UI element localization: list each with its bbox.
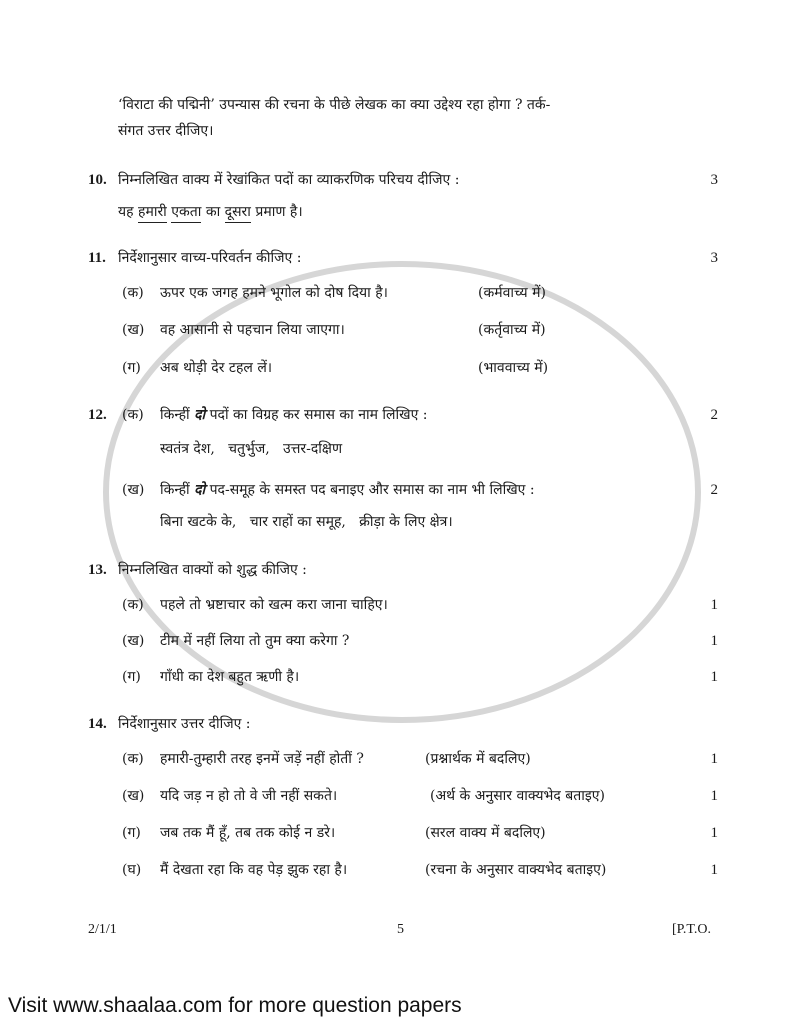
marks: 1 bbox=[710, 751, 718, 767]
sub-item bbox=[88, 321, 718, 339]
item-hint: (अर्थ के अनुसार वाक्यभेद बताइए) bbox=[430, 788, 605, 804]
item-label: (ग) bbox=[122, 825, 141, 841]
continuation-line-1: ‘विराटा की पद्मिनी’ उपन्यास की रचना के पीछे लेखक का क्या उद्देश्य रहा होगा ? तर्क- bbox=[118, 97, 551, 113]
marks: 2 bbox=[710, 482, 718, 498]
question-11 bbox=[88, 249, 718, 267]
item-label: (घ) bbox=[122, 862, 142, 878]
marks: 1 bbox=[710, 669, 718, 685]
sub-item bbox=[88, 861, 718, 879]
emphasis: दो bbox=[194, 407, 206, 423]
marks: 3 bbox=[710, 250, 718, 266]
sub-item bbox=[88, 359, 718, 377]
continuation-row bbox=[88, 96, 718, 114]
sub-item bbox=[88, 284, 718, 302]
item-label: (ख) bbox=[122, 482, 145, 498]
words-row bbox=[88, 513, 718, 531]
question-number: 11. bbox=[88, 250, 106, 266]
item-label: (क) bbox=[122, 597, 144, 613]
item-label: (ख) bbox=[122, 633, 145, 649]
question-text: निम्नलिखित वाक्य में रेखांकित पदों का व्याकरणिक परिचय दीजिए : bbox=[118, 172, 460, 188]
continuation-line-2: संगत उत्तर दीजिए। bbox=[118, 123, 214, 139]
emphasis: दो bbox=[194, 482, 206, 498]
question-12b bbox=[88, 481, 718, 499]
question-number: 10. bbox=[88, 172, 107, 188]
item-hint: (रचना के अनुसार वाक्यभेद बताइए) bbox=[425, 862, 607, 878]
item-hint: (कर्तृवाच्य में) bbox=[478, 322, 546, 338]
text: प्रमाण है। bbox=[250, 204, 303, 220]
item-words: स्वतंत्र देश, चतुर्भुज, उत्तर-दक्षिण bbox=[160, 441, 343, 457]
item-text: जब तक मैं हूँ, तब तक कोई न डरे। bbox=[160, 825, 336, 841]
sub-item bbox=[88, 668, 718, 686]
promo-banner: Visit www.shaalaa.com for more question papers bbox=[8, 994, 462, 1017]
sub-item bbox=[88, 632, 718, 650]
pto-label: [P.T.O. bbox=[672, 922, 712, 937]
item-text: वह आसानी से पहचान लिया जाएगा। bbox=[160, 322, 345, 338]
item-hint: (प्रश्नार्थक में बदलिए) bbox=[425, 751, 531, 767]
q10-sentence bbox=[88, 203, 718, 221]
sub-item bbox=[88, 824, 718, 842]
item-text bbox=[160, 406, 428, 424]
question-paper-body bbox=[88, 96, 718, 879]
words-row bbox=[88, 440, 718, 458]
underlined-word: दूसरा bbox=[225, 204, 251, 223]
item-text: टीम में नहीं लिया तो तुम क्या करेगा ? bbox=[160, 633, 350, 649]
item-hint: (कर्मवाच्य में) bbox=[478, 285, 546, 301]
question-10 bbox=[88, 171, 718, 189]
question-text: निम्नलिखित वाक्यों को शुद्ध कीजिए : bbox=[118, 562, 307, 578]
question-number: 12. bbox=[88, 407, 107, 423]
item-text: पहले तो भ्रष्टाचार को खत्म करा जाना चाहिए। bbox=[160, 597, 388, 613]
question-12a bbox=[88, 406, 718, 424]
item-text bbox=[160, 481, 535, 499]
item-hint: (भाववाच्य में) bbox=[478, 360, 549, 376]
continuation-row bbox=[88, 122, 718, 140]
text: पद-समूह के समस्त पद बनाइए और समास का नाम भी लिखिए : bbox=[205, 482, 535, 498]
question-13 bbox=[88, 561, 718, 579]
page-number: 5 bbox=[397, 922, 404, 937]
item-text: ऊपर एक जगह हमने भूगोल को दोष दिया है। bbox=[160, 285, 388, 301]
paper-code: 2/1/1 bbox=[88, 922, 117, 937]
text: यह bbox=[118, 204, 139, 220]
marks: 1 bbox=[710, 825, 718, 841]
item-text: अब थोड़ी देर टहल लें। bbox=[160, 360, 273, 376]
underlined-word: एकता bbox=[171, 204, 201, 223]
question-text: निर्देशानुसार वाच्य-परिवर्तन कीजिए : bbox=[118, 250, 302, 266]
marks: 1 bbox=[710, 862, 718, 878]
text: पदों का विग्रह कर समास का नाम लिखिए : bbox=[205, 407, 428, 423]
question-number: 14. bbox=[88, 716, 107, 732]
question-number: 13. bbox=[88, 562, 107, 578]
sub-item bbox=[88, 750, 718, 768]
item-label: (क) bbox=[122, 407, 144, 423]
text: का bbox=[201, 204, 225, 220]
item-hint: (सरल वाक्य में बदलिए) bbox=[425, 825, 546, 841]
item-label: (ख) bbox=[122, 788, 145, 804]
marks: 1 bbox=[710, 633, 718, 649]
item-label: (ख) bbox=[122, 322, 145, 338]
sub-item bbox=[88, 596, 718, 614]
item-words: बिना खटके के, चार राहों का समूह, क्रीड़ा के लिए क्षेत्र। bbox=[160, 514, 453, 530]
sub-item bbox=[88, 787, 718, 805]
text: किन्हीं bbox=[160, 482, 195, 498]
item-text: गाँधी का देश बहुत ऋणी है। bbox=[160, 669, 300, 685]
item-text: यदि जड़ न हो तो वे जी नहीं सकते। bbox=[160, 788, 338, 804]
marks: 1 bbox=[710, 597, 718, 613]
marks: 3 bbox=[710, 172, 718, 188]
item-label: (ग) bbox=[122, 360, 141, 376]
question-text: निर्देशानुसार उत्तर दीजिए : bbox=[118, 716, 251, 732]
text: किन्हीं bbox=[160, 407, 195, 423]
question-14 bbox=[88, 715, 718, 733]
item-text: हमारी-तुम्हारी तरह इनमें जड़ें नहीं होतीं ? bbox=[160, 751, 364, 767]
item-text: मैं देखता रहा कि वह पेड़ झुक रहा है। bbox=[160, 862, 348, 878]
marks: 2 bbox=[710, 407, 718, 423]
item-label: (क) bbox=[122, 751, 144, 767]
underlined-word: हमारी bbox=[138, 204, 167, 223]
item-label: (क) bbox=[122, 285, 144, 301]
marks: 1 bbox=[710, 788, 718, 804]
item-label: (ग) bbox=[122, 669, 141, 685]
